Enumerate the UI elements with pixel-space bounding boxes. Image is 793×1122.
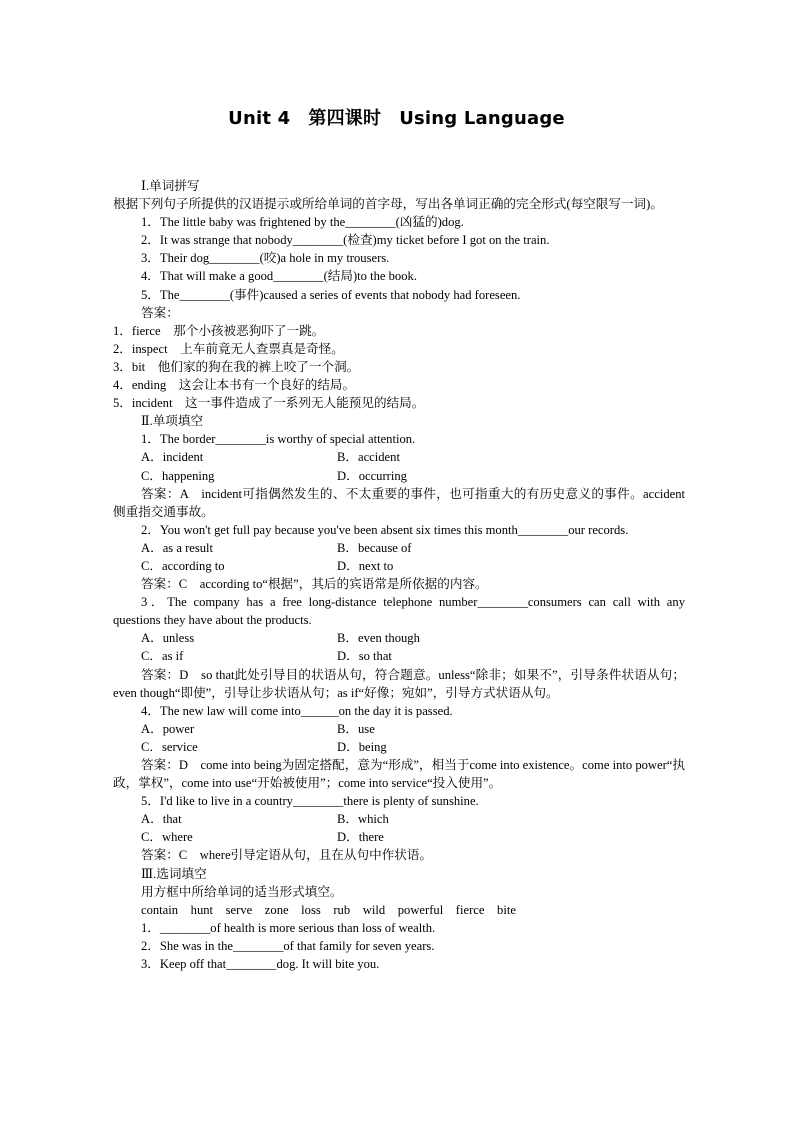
- option-row: [113, 738, 685, 756]
- section-3-heading: Ⅲ.选词填空: [141, 866, 207, 881]
- option: C．according to: [141, 558, 225, 573]
- word-bank: contain hunt serve zone loss rub wild powerful fierce bite: [141, 902, 516, 917]
- question-stem: 3．The company has a free long-distance telephone number________consumers can call with any questions they have about the products.: [113, 595, 685, 628]
- option-row: [113, 629, 685, 647]
- question-stem: 5．I'd like to live in a country________there is plenty of sunshine.: [141, 794, 479, 809]
- question-answer: 答案：D come into being为固定搭配，意为“形成”，相当于come into existence。come into power“执政，掌权”，come into use“开始被使用”；come into service“投入使用”。: [113, 758, 685, 791]
- option: A．unless: [141, 631, 195, 646]
- option-row: [113, 448, 685, 466]
- option: A．that: [141, 812, 182, 827]
- worksheet-body: [113, 177, 685, 973]
- section-1-answer: 4．ending 这会让本书有一个良好的结局。: [113, 378, 356, 393]
- section-1-answer: 2．inspect 上车前竟无人查票真是奇怪。: [113, 341, 344, 356]
- section-1-answer: 5．incident 这一事件造成了一系列无人能预见的结局。: [113, 396, 425, 411]
- question-stem: 2．You won't get full pay because you've been absent six times this month________our records.: [141, 522, 629, 537]
- section-1-instruction: 根据下列句子所提供的汉语提示或所给单词的首字母，写出各单词正确的完全形式(每空限写一词)。: [113, 197, 663, 212]
- option-row: [113, 810, 685, 828]
- section-2-heading: Ⅱ.单项填空: [141, 414, 204, 429]
- question-answer: 答案：D so that此处引导目的状语从句，符合题意。unless“除非；如果不”，引导条件状语从句；even though“即使”，引导让步状语从句；as if“好像；宛如”，引导方式状语从句。: [113, 667, 685, 700]
- section-3-item: 2．She was in the________of that family for seven years.: [141, 938, 435, 953]
- question-stem: 1．The border________is worthy of special attention.: [141, 432, 416, 447]
- section-1-item: 2．It was strange that nobody________(检查)my ticket before I got on the train.: [141, 233, 550, 248]
- option: D．occurring: [337, 468, 407, 483]
- section-1-item: 1．The little baby was frightened by the________(凶猛的)dog.: [141, 215, 464, 230]
- option: A．as a result: [141, 540, 214, 555]
- question-answer: 答案：C where引导定语从句，且在从句中作状语。: [141, 848, 433, 863]
- section-1-item: 3．Their dog________(咬)a hole in my trousers.: [141, 251, 390, 266]
- option: B．accident: [337, 450, 400, 465]
- question-answer: 答案：A incident可指偶然发生的、不太重要的事件，也可指重大的有历史意义的事件。accident侧重指交通事故。: [113, 486, 685, 519]
- option: C．service: [141, 739, 198, 754]
- option: B．use: [337, 721, 375, 736]
- option-row: [113, 539, 685, 557]
- option: B．which: [337, 812, 389, 827]
- page-title: [0, 104, 793, 130]
- section-3-item: 1．________of health is more serious than loss of wealth.: [141, 920, 436, 935]
- section-1-answer: 3．bit 他们家的狗在我的裤上咬了一个洞。: [113, 359, 360, 374]
- option-row: [113, 467, 685, 485]
- option: A．incident: [141, 450, 204, 465]
- option: D．there: [337, 830, 384, 845]
- section-1-heading: Ⅰ.单词拼写: [141, 179, 200, 193]
- option: C．happening: [141, 468, 215, 483]
- option: D．so that: [337, 649, 392, 664]
- option: B．because of: [337, 540, 412, 555]
- option-row: [113, 720, 685, 738]
- option: C．where: [141, 830, 193, 845]
- title-lesson: 第四课时: [308, 108, 382, 129]
- title-unit: Unit 4: [228, 108, 291, 129]
- section-1-answer: 1．fierce 那个小孩被恶狗吓了一跳。: [113, 323, 325, 338]
- option: B．even though: [337, 631, 420, 646]
- section-3-item: 3．Keep off that________dog. It will bite you.: [141, 957, 380, 972]
- option: C．as if: [141, 649, 184, 664]
- section-3-instruction: 用方框中所给单词的适当形式填空。: [141, 884, 343, 899]
- option-row: [113, 828, 685, 846]
- question-stem: 4．The new law will come into______on the day it is passed.: [141, 703, 453, 718]
- option: D．next to: [337, 558, 394, 573]
- section-1-item: 4．That will make a good________(结局)to the book.: [141, 269, 417, 284]
- option: D．being: [337, 739, 387, 754]
- answer-label: 答案：: [141, 305, 179, 320]
- option-row: [113, 647, 685, 665]
- question-answer: 答案：C according to“根据”，其后的宾语常是所依据的内容。: [141, 577, 488, 592]
- option-row: [113, 557, 685, 575]
- section-1-item: 5．The________(事件)caused a series of events that nobody had foreseen.: [141, 287, 521, 302]
- option: A．power: [141, 721, 195, 736]
- title-name: Using Language: [399, 108, 565, 129]
